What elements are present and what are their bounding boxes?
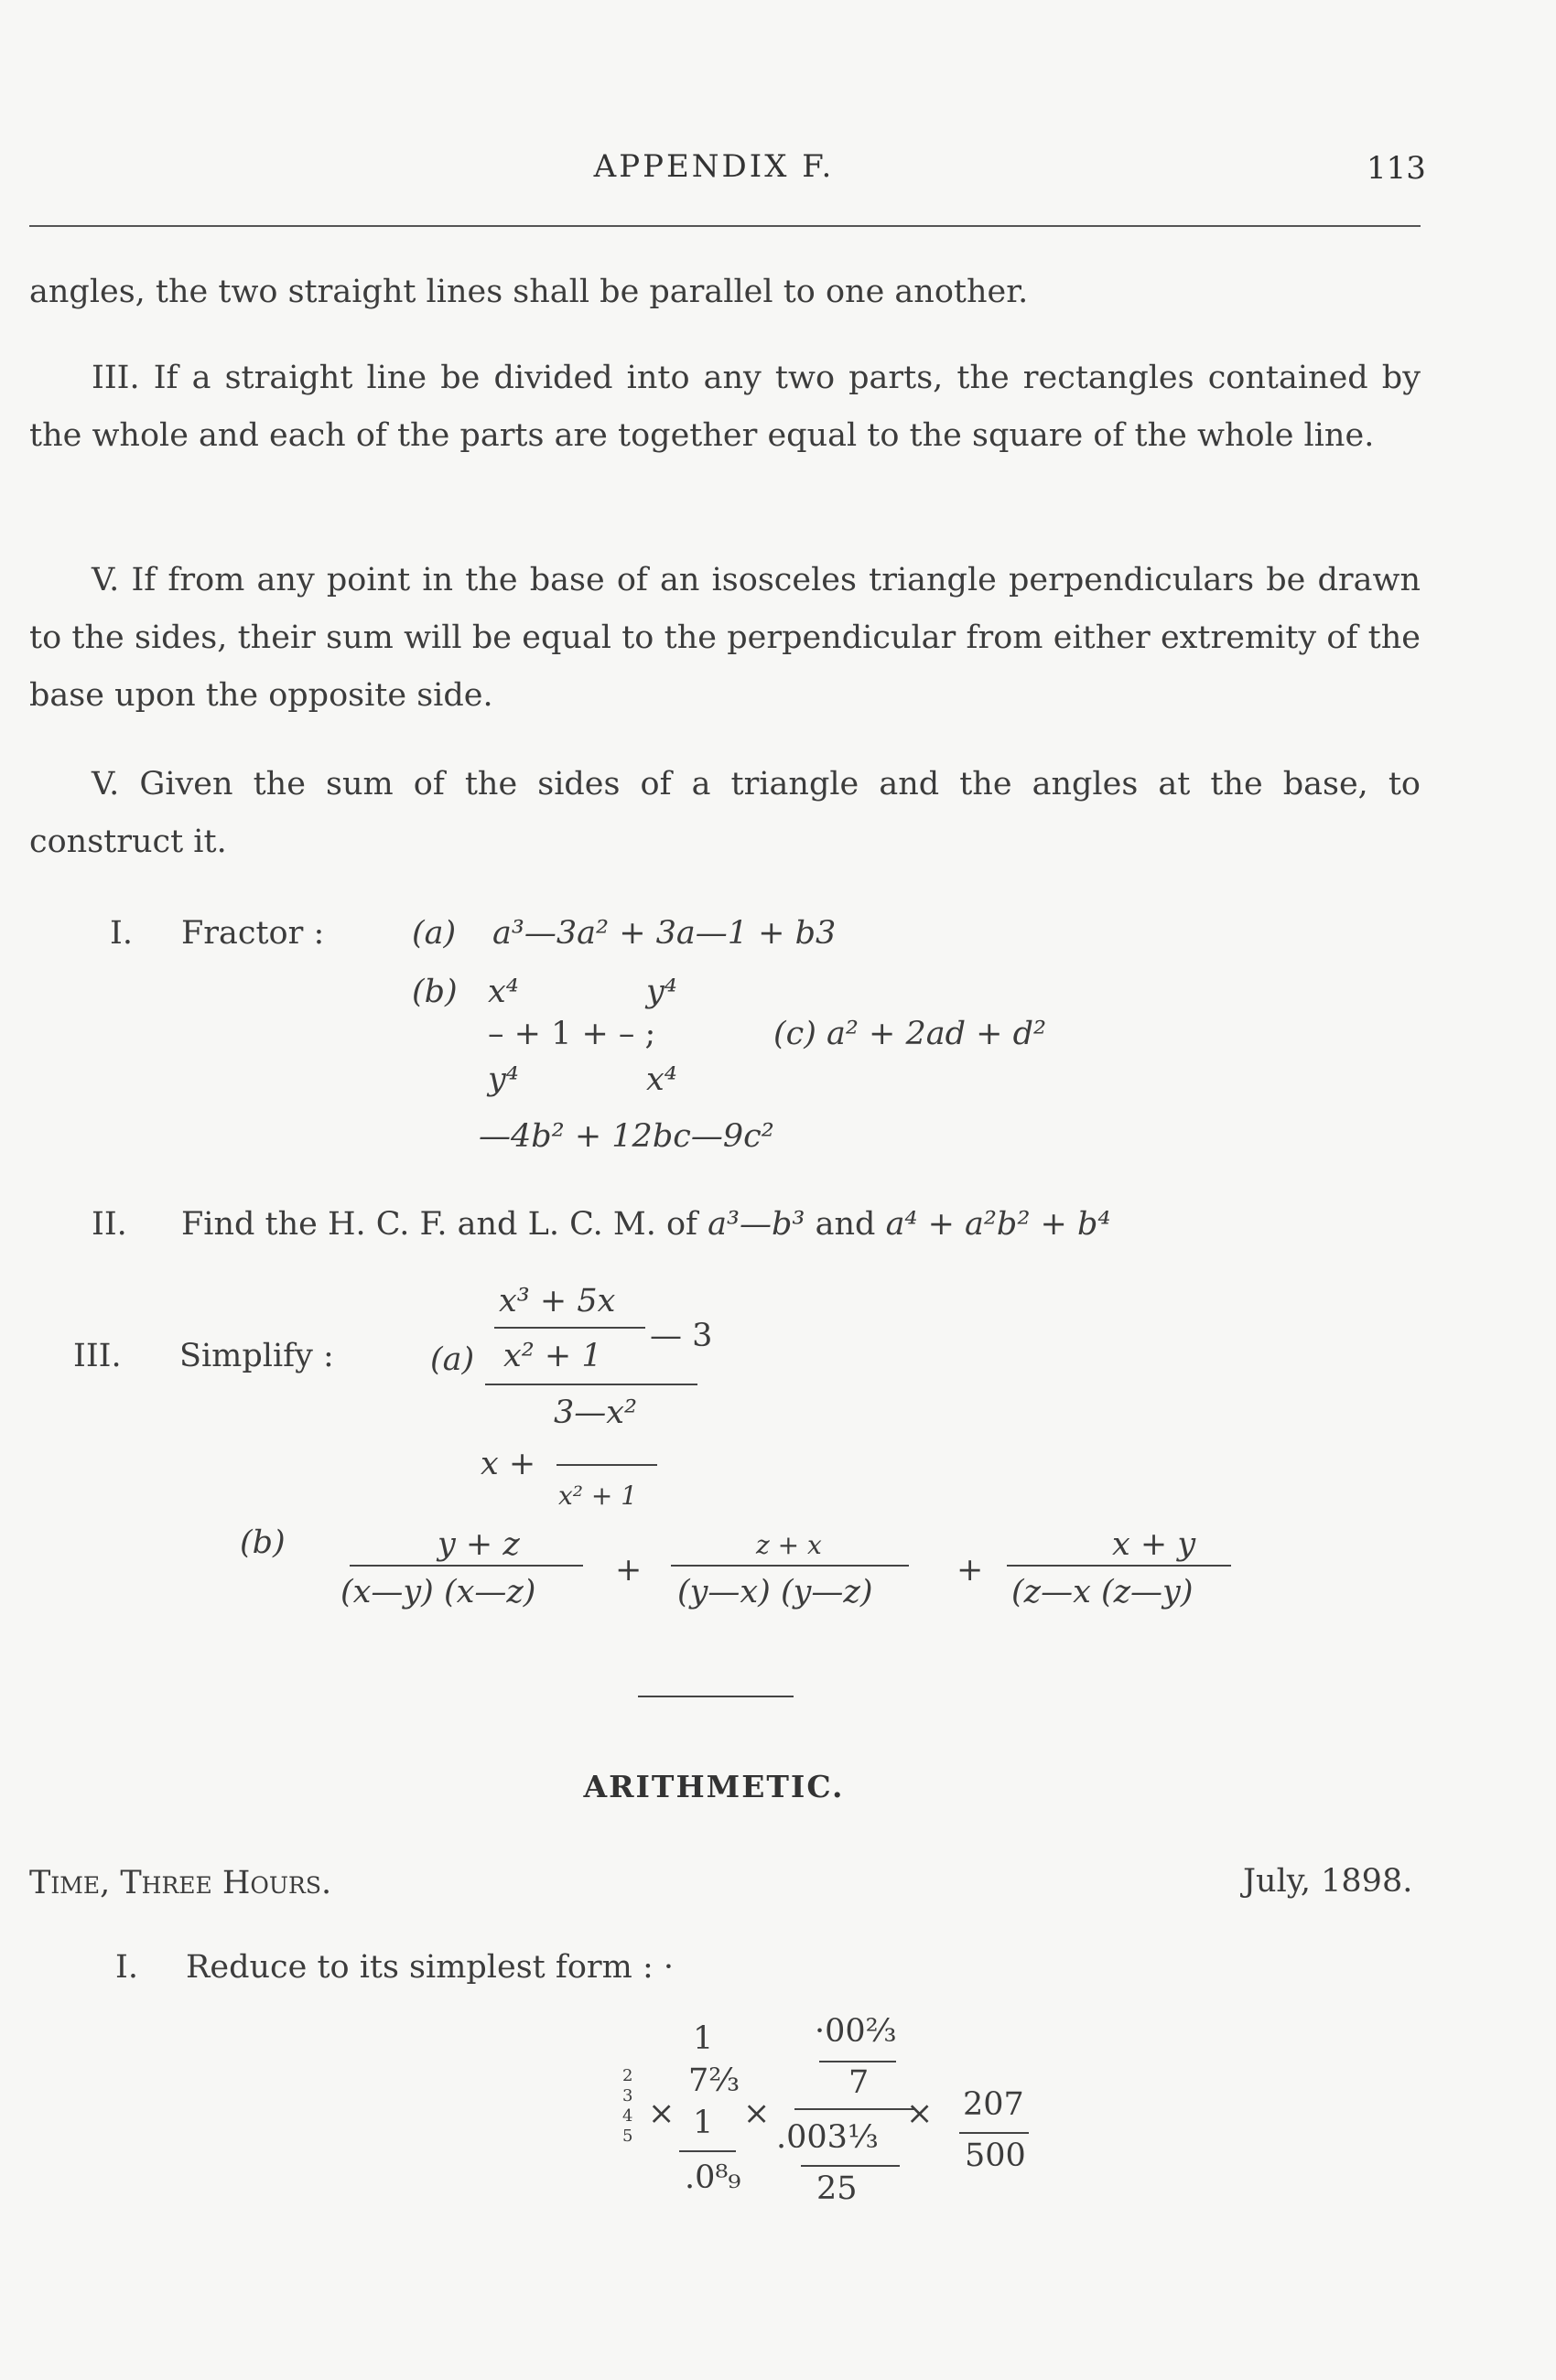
algebra-q1-b-denominator-1: y⁴ — [488, 1061, 519, 1098]
fraction-bar — [801, 2165, 900, 2167]
time-allowed: Time, Three Hours. — [29, 1865, 332, 1901]
fraction-bar — [819, 2061, 896, 2062]
stacked-fractions — [622, 2066, 632, 2147]
algebra-q3-a-numerator: x³ + 5x — [499, 1283, 616, 1319]
algebra-q3-a-denominator: x² + 1 — [503, 1338, 602, 1374]
algebra-q2-prompt: Find the H. C. F. and L. C. M. of — [181, 1206, 697, 1243]
algebra-q1-b-middle: – + 1 + – ; — [488, 1016, 656, 1052]
running-header-title: APPENDIX F. — [593, 148, 835, 185]
exam-date: July, 1898. — [1243, 1863, 1413, 1900]
stack-digit: 5 — [622, 2127, 633, 2146]
fraction-bar — [494, 1327, 645, 1329]
algebra-q2-expression-2: a⁴ + a²b² + b⁴ — [885, 1206, 1111, 1243]
algebra-q3-a-x-plus: x + — [481, 1446, 536, 1482]
fraction2-one: 1 — [693, 2105, 714, 2141]
arithmetic-q1-number: I. — [115, 1949, 138, 1986]
fraction3-seven: 7 — [848, 2064, 870, 2101]
algebra-q2-text — [181, 1206, 1110, 1243]
question-text: Given the sum of the sides of a triangle and the angles at the base, to construct it. — [29, 766, 1421, 860]
fraction3-bottom: 25 — [816, 2170, 858, 2207]
fraction2-top: 1 — [693, 2020, 714, 2057]
section-heading: ARITHMETIC. — [583, 1769, 845, 1804]
fraction-bar — [556, 1464, 657, 1466]
algebra-q1-c-tag: (c) — [773, 1016, 816, 1052]
question-text: If from any point in the base of an isosceles triangle perpendiculars be drawn to the sides, their sum will be equal to the perpendicular from either extremity of the base upon the opposite side. — [29, 562, 1421, 714]
stack-digit: 3 — [622, 2086, 633, 2105]
algebra-q3-label: Simplify : — [179, 1338, 334, 1374]
geometry-question-4 — [29, 552, 1421, 725]
intro-line: angles, the two straight lines shall be parallel to one another. — [29, 274, 1029, 310]
fraction2-bottom: .0⁸₉ — [685, 2159, 741, 2196]
algebra-q1-number: I. — [110, 915, 133, 952]
section-divider — [638, 1696, 794, 1697]
question-number: V. — [92, 562, 120, 598]
fraction-bar — [679, 2150, 736, 2152]
question-number: V. — [92, 766, 120, 802]
algebra-q3-number: III. — [73, 1338, 122, 1374]
algebra-q2-and: and — [815, 1206, 876, 1243]
algebra-q3-b-term1-numerator: y + z — [438, 1526, 520, 1563]
fraction-bar — [959, 2132, 1029, 2134]
algebra-q2-expression-1: a³—b³ — [708, 1206, 805, 1243]
times-sign-2: × — [743, 2095, 771, 2132]
algebra-q1-a-tag: (a) — [412, 915, 457, 952]
algebra-q3-a-tag: (a) — [430, 1341, 475, 1378]
algebra-q1-b-tag: (b) — [412, 974, 458, 1010]
main-fraction-bar — [485, 1384, 697, 1385]
times-sign-3: × — [906, 2095, 934, 2132]
algebra-q1-continuation: —4b² + 12bc—9c² — [479, 1118, 774, 1155]
algebra-q1-b-numerator-1: x⁴ — [488, 974, 519, 1010]
algebra-q1-label: Fractor : — [181, 915, 325, 952]
algebra-q1-b-numerator-2: y⁴ — [646, 974, 677, 1010]
algebra-q1-b-denominator-2: x⁴ — [646, 1061, 677, 1098]
algebra-q3-b-tag: (b) — [240, 1524, 286, 1561]
question-number: III. — [92, 360, 140, 396]
arithmetic-q1-text: Reduce to its simplest form : · — [186, 1949, 674, 1986]
fraction4-denominator: 500 — [965, 2138, 1026, 2174]
fraction4-numerator: 207 — [963, 2086, 1024, 2123]
algebra-q3-a-inner-numerator: 3—x² — [554, 1395, 638, 1431]
geometry-question-3 — [29, 350, 1421, 465]
fraction3-top: ·00⅔ — [815, 2013, 897, 2050]
stack-digit: 4 — [622, 2106, 633, 2126]
fraction-bar — [671, 1565, 909, 1567]
stack-digit: 2 — [622, 2066, 633, 2085]
fraction-bar — [350, 1565, 583, 1567]
algebra-q1-c-expression: a² + 2ad + d² — [827, 1016, 1047, 1052]
algebra-q3-b-term1-denominator: (x—y) (x—z) — [340, 1574, 536, 1610]
fraction-bar — [1007, 1565, 1231, 1567]
geometry-question-5 — [29, 756, 1421, 871]
fraction2-mixed: 7⅔ — [688, 2062, 740, 2099]
header-rule — [29, 225, 1421, 227]
algebra-q2-number: II. — [92, 1206, 127, 1243]
algebra-q3-b-term3-denominator: (z—x (z—y) — [1011, 1574, 1194, 1610]
algebra-q3-b-term3-numerator: x + y — [1112, 1526, 1196, 1563]
times-sign-1: × — [648, 2095, 675, 2132]
algebra-q3-b-plus-2: + — [956, 1552, 984, 1588]
algebra-q3-b-term2-denominator: (y—x) (y—z) — [677, 1574, 873, 1610]
algebra-q1-a-expression: a³—3a² + 3a—1 + b3 — [492, 915, 837, 952]
algebra-q3-b-term2-numerator: z + x — [756, 1530, 822, 1560]
page-number: 113 — [1367, 150, 1426, 187]
algebra-q3-a-minus-three: — 3 — [650, 1318, 713, 1354]
fraction-bar — [794, 2108, 915, 2110]
question-text: If a straight line be divided into any two parts, the rectangles contained by the whole and each of the parts are together equal to the square of the whole line. — [29, 360, 1421, 454]
algebra-q3-a-inner-denominator: x² + 1 — [558, 1481, 638, 1511]
algebra-q3-b-plus-1: + — [615, 1552, 643, 1588]
fraction3-middle: .003⅓ — [776, 2119, 879, 2156]
